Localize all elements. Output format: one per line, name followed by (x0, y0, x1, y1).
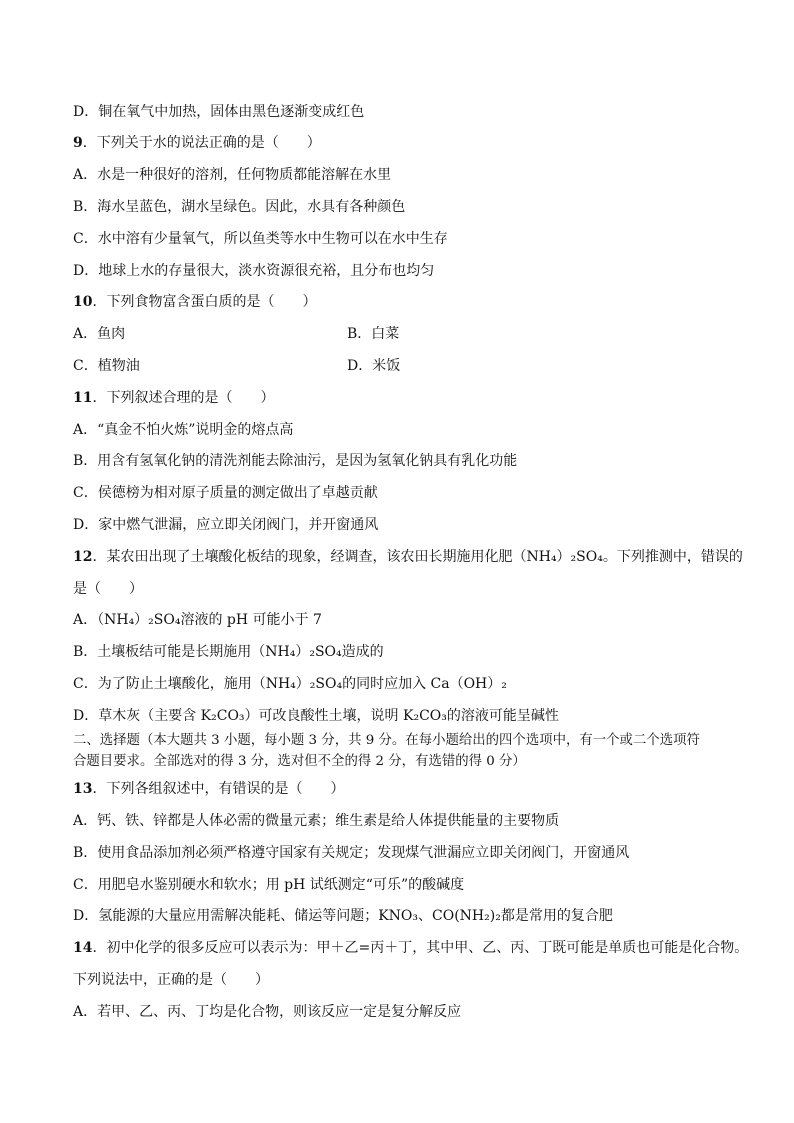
q11-option-c: C．侯德榜为相对原子质量的测定做出了卓越贡献 (73, 485, 378, 501)
q9-option-a: A．水是一种很好的溶剂，任何物质都能溶解在水里 (73, 167, 392, 183)
q9-option-d: D．地球上水的存量很大，淡水资源很充裕，且分布也均匀 (73, 263, 435, 279)
q11-option-a: A．“真金不怕火炼”说明金的熔点高 (73, 422, 294, 438)
q12-option-b: B．土壤板结可能是长期施用（NH₄）₂SO₄造成的 (73, 644, 384, 660)
q12-stem-cont: 是（ ） (73, 581, 143, 597)
q12-option-d: D．草木灰（主要含 K₂CO₃）可改良酸性土壤，说明 K₂CO₃的溶液可能呈碱性 (73, 708, 559, 724)
q10-option-b: B．白菜 (347, 326, 400, 342)
q12-option-a: A．（NH₄）₂SO₄溶液的 pH 可能小于 7 (73, 612, 322, 628)
q9-option-c: C．水中溶有少量氧气，所以鱼类等水中生物可以在水中生存 (73, 231, 448, 247)
section-2-heading: 二、选择题（本大题共 3 小题，每小题 3 分，共 9 分。在每小题给出的四个选项中，有一个或二个选项符 (73, 733, 700, 748)
q14-stem-cont: 下列说法中，正确的是（ ） (73, 972, 269, 988)
q11-option-b: B．用含有氢氧化钠的清洗剂能去除油污，是因为氢氧化钠具有乳化功能 (73, 453, 518, 469)
q10-option-a: A．鱼肉 (73, 326, 126, 342)
q13-option-a: A．钙、铁、锌都是人体必需的微量元素；维生素是给人体提供能量的主要物质 (73, 813, 560, 829)
q12-option-c: C．为了防止土壤酸化，施用（NH₄）₂SO₄的同时应加入 Ca（OH）₂ (73, 676, 507, 692)
q14-option-a: A．若甲、乙、丙、丁均是化合物，则该反应一定是复分解反应 (73, 1004, 462, 1020)
q13-option-c: C．用肥皂水鉴别硬水和软水；用 pH 试纸测定“可乐”的酸碱度 (73, 877, 465, 893)
q14-stem: 14．初中化学的很多反应可以表示为：甲＋乙=丙＋丁，其中甲、乙、丙、丁既可能是单质也可能是化合物。 (73, 940, 749, 956)
q10-option-d: D．米饭 (347, 358, 401, 374)
q10-option-c: C．植物油 (73, 358, 140, 374)
q11-option-d: D．家中燃气泄漏，应立即关闭阀门，并开窗通风 (73, 517, 379, 533)
q9-option-b: B．海水呈蓝色，湖水呈绿色。因此，水具有各种颜色 (73, 199, 406, 215)
q8-option-d: D．铜在氧气中加热，固体由黑色逐渐变成红色 (73, 104, 365, 120)
q13-option-b: B．使用食品添加剂必须严格遵守国家有关规定；发现煤气泄漏应立即关闭阀门，开窗通风 (73, 845, 630, 861)
q9-stem: 9．下列关于水的说法正确的是（ ） (73, 135, 321, 151)
q11-stem: 11．下列叙述合理的是（ ） (73, 390, 275, 406)
section-2-heading-cont: 合题目要求。全部选对的得 3 分，选对但不全的得 2 分，有选错的得 0 分） (73, 754, 526, 769)
q10-stem: 10．下列食物富含蛋白质的是（ ） (73, 294, 317, 310)
q13-option-d: D．氢能源的大量应用需解决能耗、储运等问题；KNO₃、CO(NH₂)₂都是常用的复合肥 (73, 908, 613, 924)
q13-stem: 13．下列各组叙述中，有错误的是（ ） (73, 781, 345, 797)
q12-stem: 12．某农田出现了土壤酸化板结的现象，经调查，该农田长期施用化肥（NH₄）₂SO₄。下列推测中，错误的 (73, 549, 743, 565)
